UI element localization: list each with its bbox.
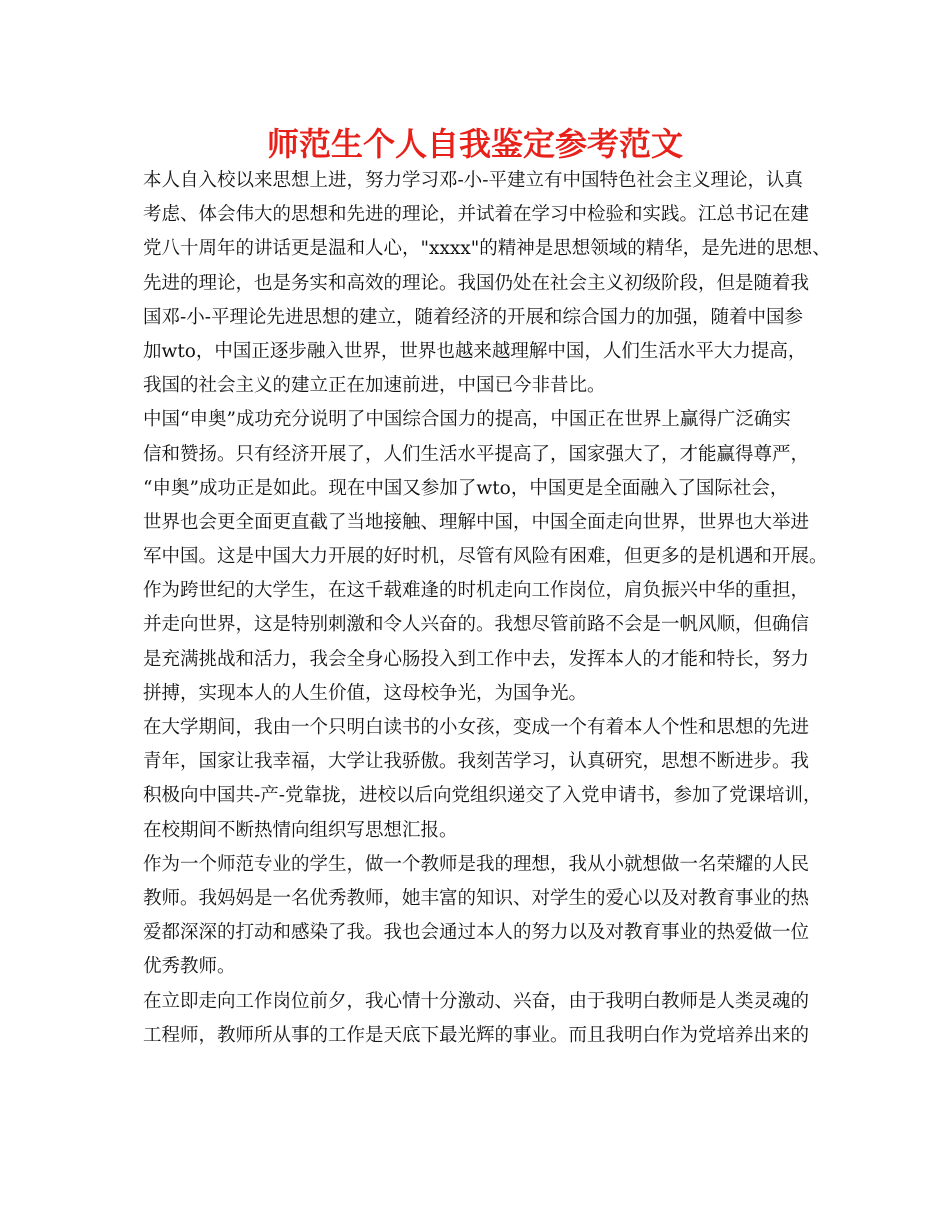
body-text-line: 作为一个师范专业的学生，做一个教师是我的理想，我从小就想做一名荣耀的人民 [143,853,810,875]
body-text-line: 信和赞扬。只有经济开展了，人们生活水平提高了，国家强大了，才能赢得尊严， [143,443,810,465]
body-text-line: 本人自入校以来思想上进，努力学习邓-小-平建立有中国特色社会主义理论，认真 [143,170,804,191]
body-text-line: “申奥”成功正是如此。现在中国又参加了wto，中国更是全面融入了国际社会， [143,477,789,499]
body-text-line: 加wto，中国正逐步融入世界，世界也越来越理解中国，人们生活水平大力提高， [143,340,807,362]
body-text-line: 是充满挑战和活力，我会全身心肠投入到工作中去，发挥本人的才能和特长，努力 [143,648,810,670]
body-text-line: 青年，国家让我幸福，大学让我骄傲。我刻苦学习，认真研究，思想不断进步。我 [143,751,810,773]
body-text-line: 在校期间不断热情向组织写思想汇报。 [143,819,458,841]
body-text-line: 我国的社会主义的建立正在加速前进，中国已今非昔比。 [143,375,606,397]
body-text-line: 工程师，教师所从事的工作是天底下最光辉的事业。而且我明白作为党培养出来的 [143,1024,810,1046]
body-text-line: 爱都深深的打动和感染了我。我也会通过本人的努力以及对教育事业的热爱做一位 [143,922,810,944]
body-text-line: 作为跨世纪的大学生，在这千载难逢的时机走向工作岗位，肩负振兴中华的重担， [143,580,810,602]
body-text-line: 党八十周年的讲话更是温和人心，"xxxx"的精神是思想领域的精华，是先进的思想、 [143,238,831,260]
body-text-line: 并走向世界，这是特别刺激和令人兴奋的。我想尽管前路不会是一帆风顺，但确信 [143,614,810,636]
body-text-line: 拼搏，实现本人的人生价值，这母校争光，为国争光。 [143,682,588,704]
body-text-line: 先进的理论，也是务实和高效的理论。我国仍处在社会主义初级阶段，但是随着我 [143,272,810,294]
body-text-line: 在大学期间，我由一个只明白读书的小女孩，变成一个有着本人个性和思想的先进 [143,717,810,738]
body-text-line: 在立即走向工作岗位前夕，我心情十分激动、兴奋，由于我明白教师是人类灵魂的 [143,990,810,1012]
body-text-line: 积极向中国共-产-党靠拢，进校以后向党组织递交了入党申请书，参加了党课培训， [143,785,822,807]
body-text-line: 军中国。这是中国大力开展的好时机，尽管有风险有困难，但更多的是机遇和开展。 [143,546,828,568]
body-text-line: 教师。我妈妈是一名优秀教师，她丰富的知识、对学生的爱心以及对教育事业的热 [143,887,810,909]
body-text-line: 考虑、体会伟大的思想和先进的理论，并试着在学习中检验和实践。江总书记在建 [143,204,810,226]
body-text-line: 优秀教师。 [143,956,236,978]
body-text-line: 中国“申奥”成功充分说明了中国综合国力的提高，中国正在世界上赢得广泛确实 [143,409,791,431]
body-text-line: 国邓-小-平理论先进思想的建立，随着经济的开展和综合国力的加强，随着中国参 [143,306,804,328]
document-body [143,164,831,1053]
document-title: 师范生个人自我鉴定参考范文 [266,125,683,163]
body-text-line: 世界也会更全面更直截了当地接触、理解中国，中国全面走向世界，世界也大举进 [143,511,810,533]
